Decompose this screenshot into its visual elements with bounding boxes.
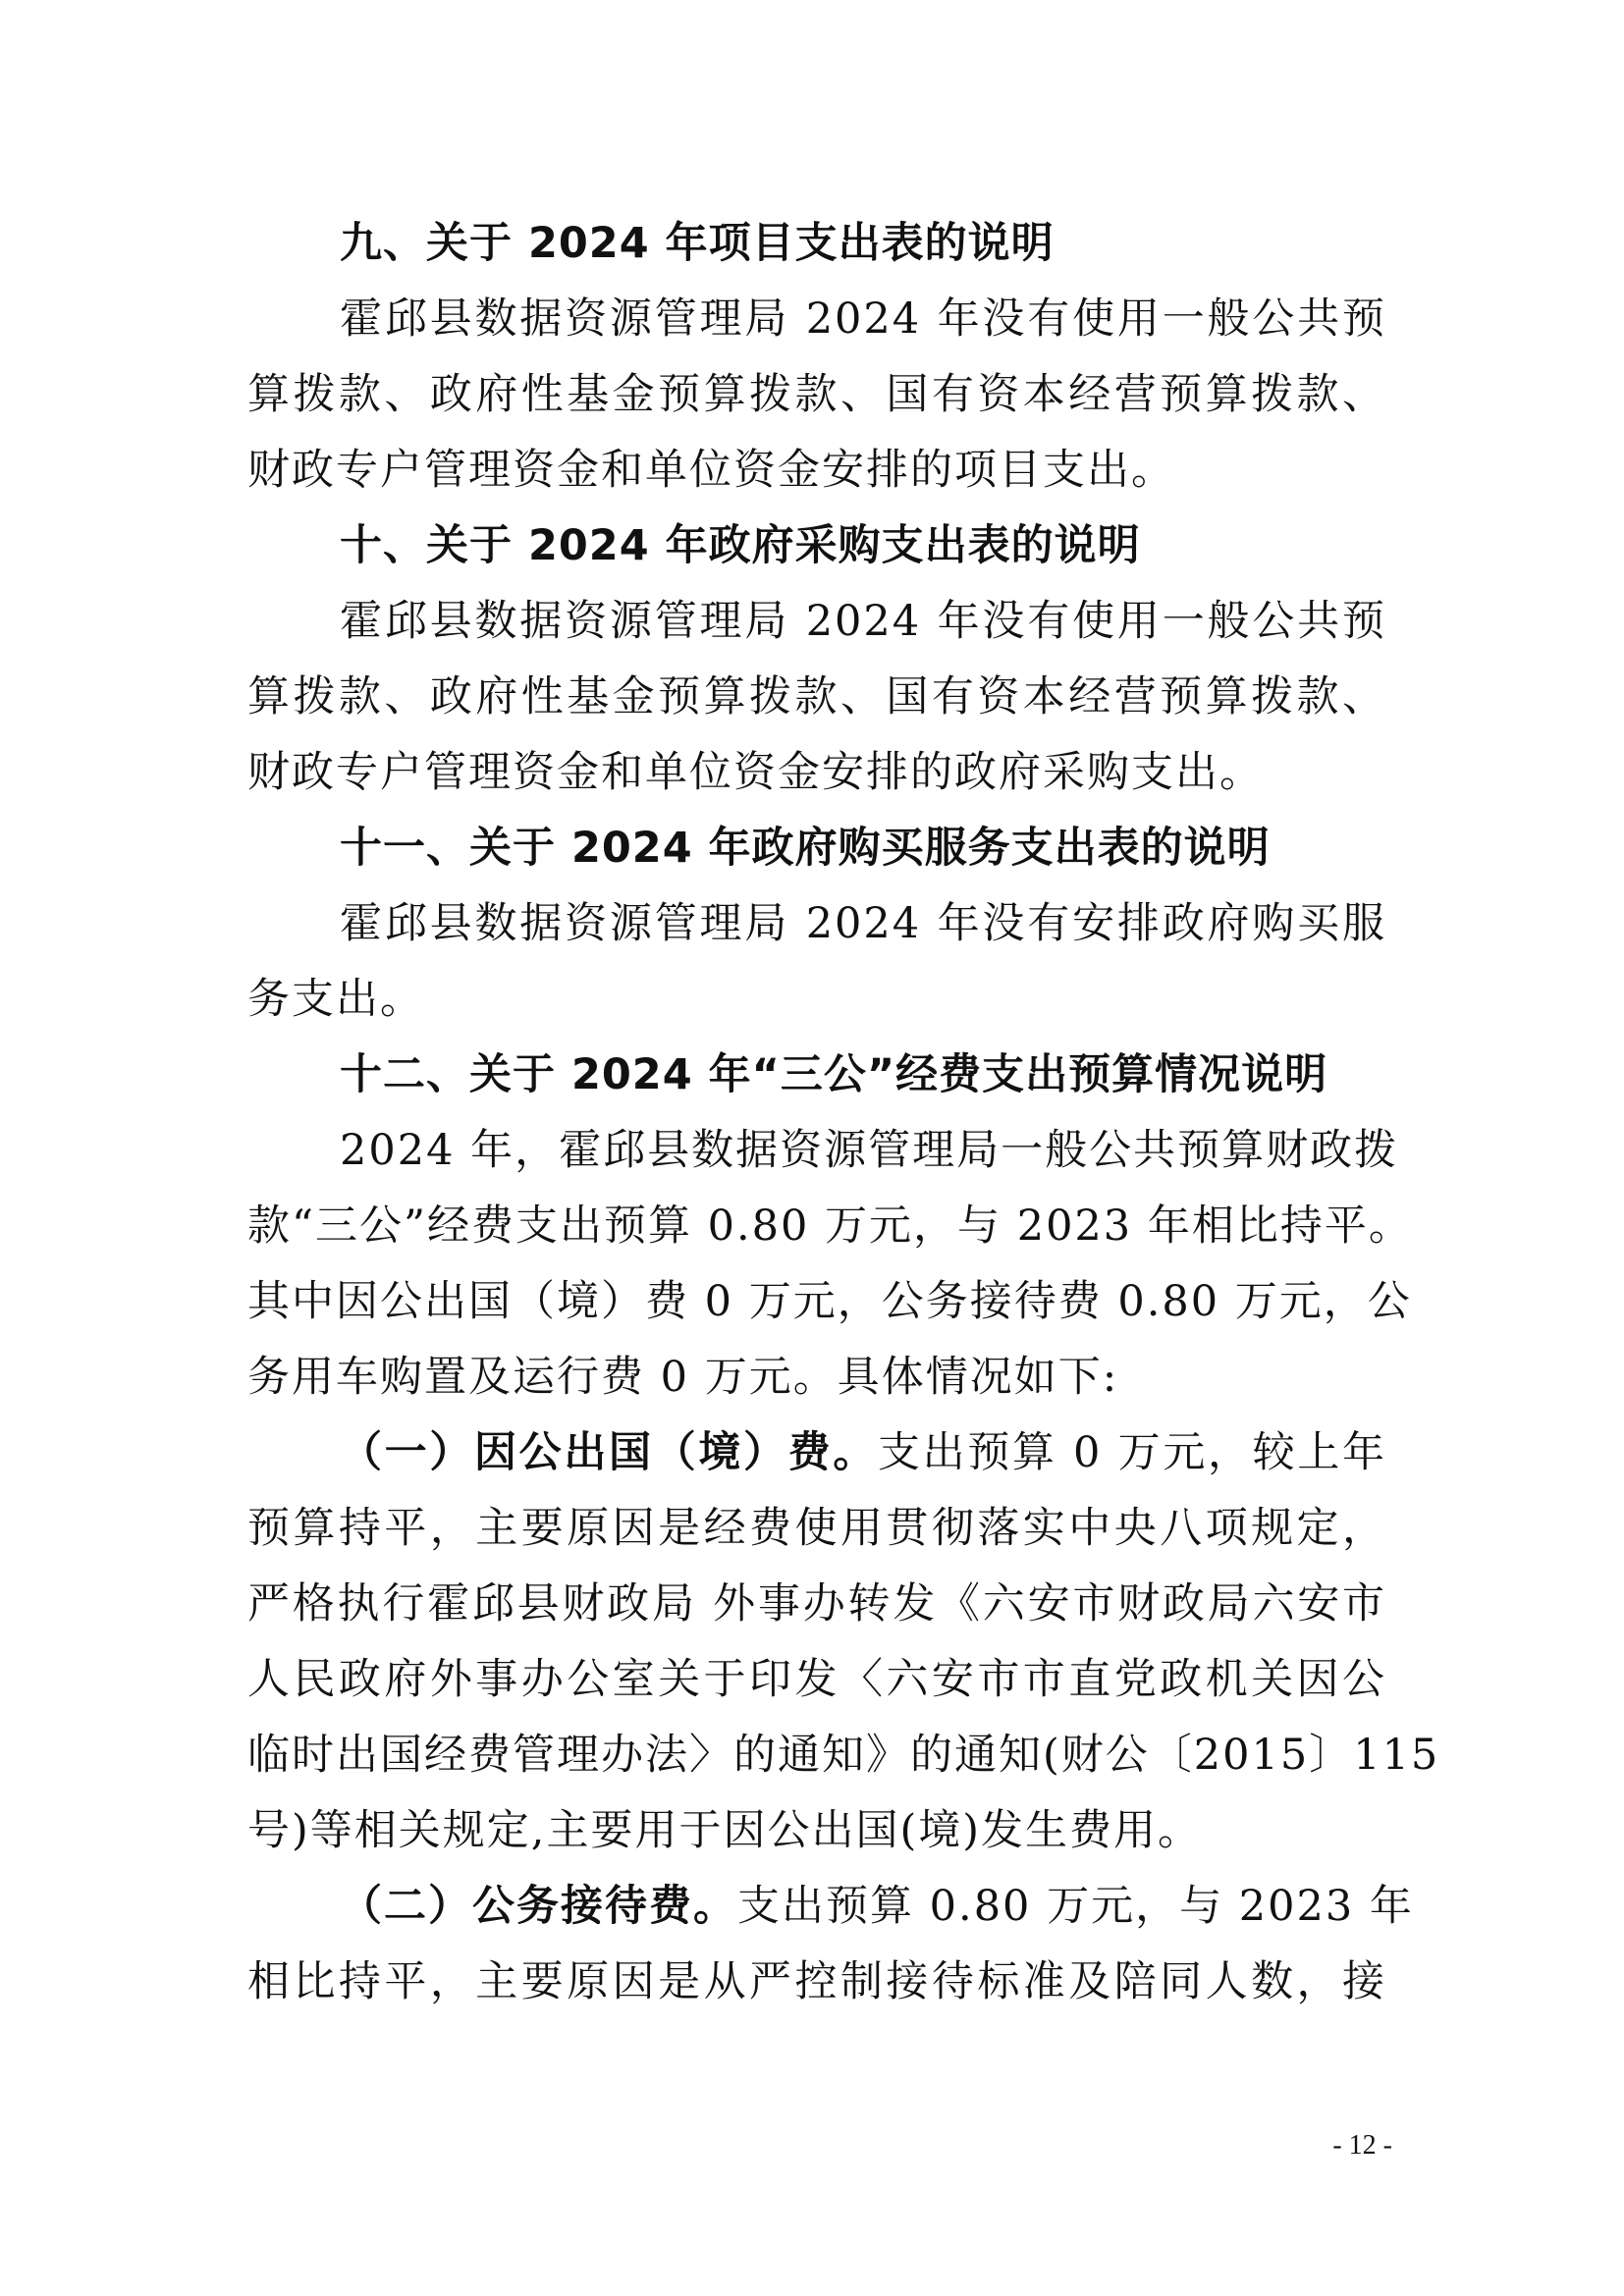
section-heading-11: 十一、关于 2024 年政府购买服务支出表的说明 bbox=[340, 824, 1271, 873]
paragraph-line: 号)等相关规定,主要用于因公出国(境)发生费用。 bbox=[247, 1806, 1202, 1855]
paragraph-line: 严格执行霍邱县财政局 外事办转发《六安市财政局六安市 bbox=[247, 1579, 1386, 1629]
section-heading-9: 九、关于 2024 年项目支出表的说明 bbox=[340, 219, 1055, 268]
subheading-text: 支出预算 0.80 万元，与 2023 年 bbox=[737, 1882, 1414, 1931]
paragraph-line: 其中因公出国（境）费 0 万元，公务接待费 0.80 万元，公 bbox=[247, 1277, 1412, 1326]
paragraph-line: 人民政府外事办公室关于印发〈六安市市直党政机关因公 bbox=[247, 1655, 1386, 1704]
section-heading-10: 十、关于 2024 年政府采购支出表的说明 bbox=[340, 521, 1141, 570]
paragraph-line: 财政专户管理资金和单位资金安排的政府采购支出。 bbox=[247, 748, 1264, 797]
section-heading-12: 十二、关于 2024 年“三公”经费支出预算情况说明 bbox=[340, 1050, 1328, 1099]
paragraph-line: 霍邱县数据资源管理局 2024 年没有使用一般公共预 bbox=[340, 597, 1386, 646]
paragraph-line: 财政专户管理资金和单位资金安排的项目支出。 bbox=[247, 446, 1175, 495]
paragraph-line: 算拨款、政府性基金预算拨款、国有资本经营预算拨款、 bbox=[247, 672, 1386, 721]
paragraph-line-subheading-1 bbox=[340, 1421, 1386, 1484]
paragraph-line: 2024 年，霍邱县数据资源管理局一般公共预算财政拨 bbox=[340, 1126, 1399, 1175]
paragraph-line: 务用车购置及运行费 0 万元。具体情况如下: bbox=[247, 1353, 1119, 1402]
paragraph-line: 霍邱县数据资源管理局 2024 年没有安排政府购买服 bbox=[340, 899, 1386, 948]
paragraph-line: 务支出。 bbox=[247, 975, 424, 1024]
paragraph-line: 款“三公”经费支出预算 0.80 万元，与 2023 年相比持平。 bbox=[247, 1201, 1413, 1251]
subheading-text: 支出预算 0 万元，较上年 bbox=[877, 1428, 1386, 1477]
paragraph-line: 预算持平，主要原因是经费使用贯彻落实中央八项规定， bbox=[247, 1504, 1386, 1553]
paragraph-line: 霍邱县数据资源管理局 2024 年没有使用一般公共预 bbox=[340, 294, 1386, 344]
paragraph-line: 临时出国经费管理办法〉的通知》的通知(财公〔2015〕115 bbox=[247, 1731, 1440, 1780]
subheading-foreign-travel: （一）因公出国（境）费。 bbox=[340, 1428, 878, 1477]
paragraph-line: 相比持平，主要原因是从严控制接待标准及陪同人数，接 bbox=[247, 1957, 1386, 2006]
paragraph-line: 算拨款、政府性基金预算拨款、国有资本经营预算拨款、 bbox=[247, 370, 1386, 419]
subheading-reception: （二）公务接待费。 bbox=[340, 1882, 737, 1931]
page-number: - 12 - bbox=[1332, 2130, 1392, 2161]
paragraph-line-subheading-2 bbox=[340, 1875, 1414, 1938]
